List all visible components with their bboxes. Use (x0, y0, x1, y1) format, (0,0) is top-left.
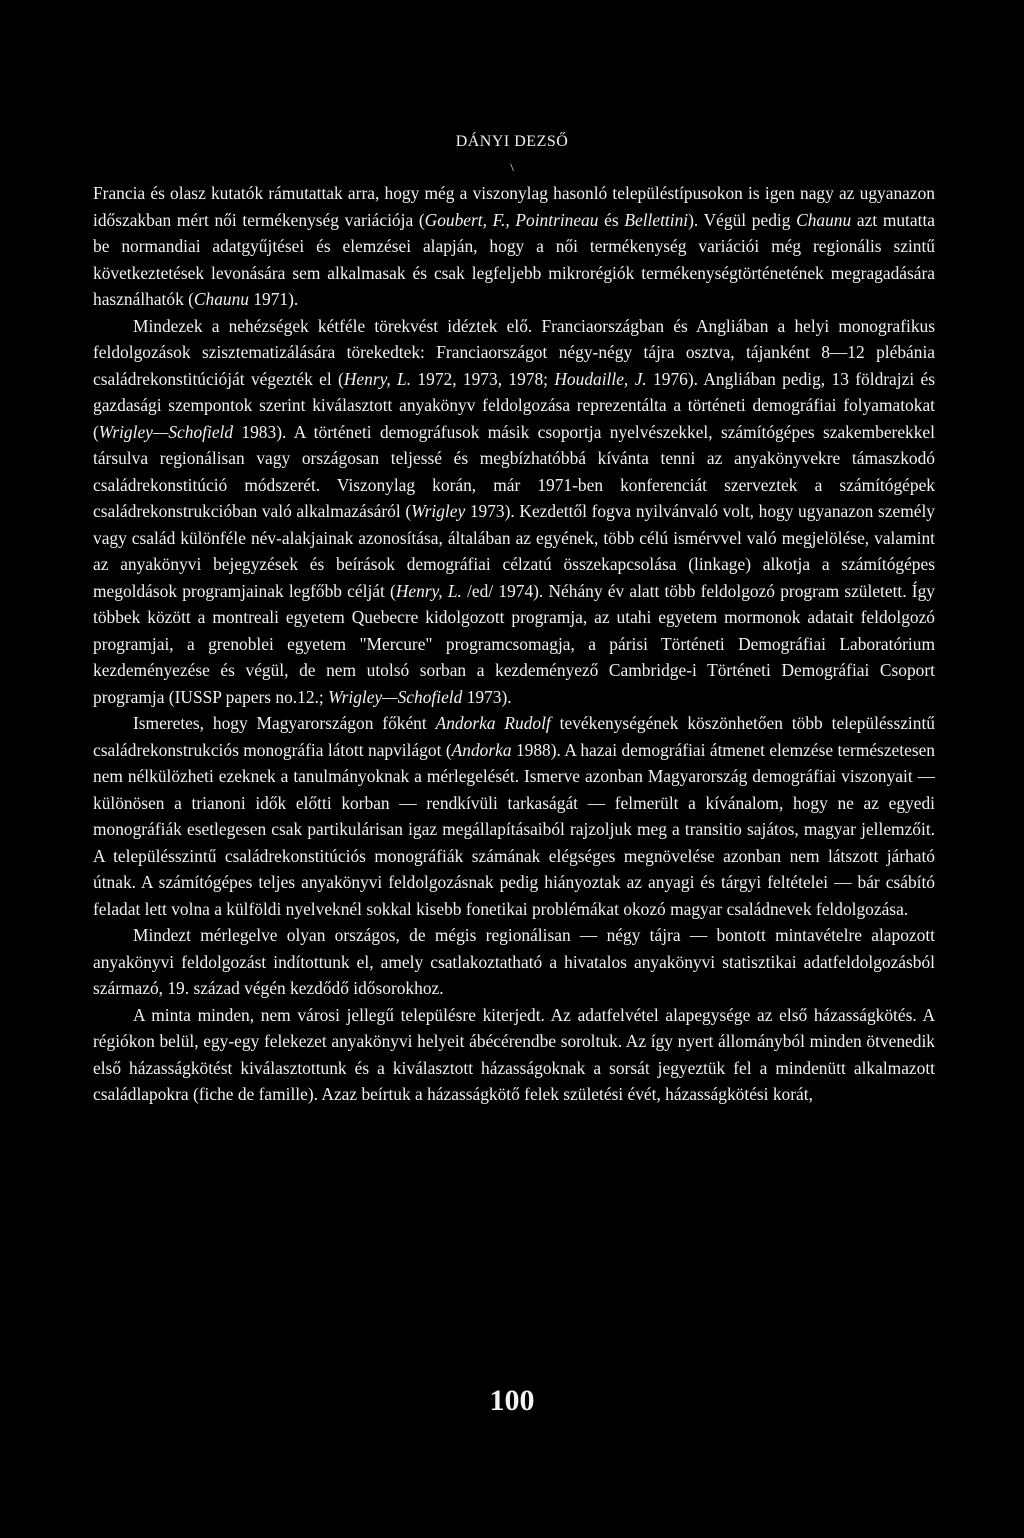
body-text (93, 180, 935, 1108)
paragraph-text: azt mutatta be normandiai adatgyűjtései és elemzései alapján, hogy a női termékenység variációi még regionális szintű következtetések levonására sem alkalmasak és csak legfeljebb mikrorégiók termékenységtörténetének megragadására használhatók ( (93, 209, 935, 309)
citation-text: Wrigley (411, 501, 466, 521)
citation-text: Henry, L. (343, 368, 412, 389)
citation-text: Andorka (451, 739, 512, 760)
citation-text: Henry, L. (395, 580, 462, 601)
paragraph-text: ). Végül pedig (688, 209, 797, 230)
paragraph-text: 1973). (462, 686, 512, 707)
paragraph-3 (93, 710, 935, 922)
paragraph-text: Mindezt mérlegelve olyan országos, de mégis regionálisan — négy tájra — bontott mintavételre alapozott anyakönyvi feldolgozást indítottunk el, amely csatlakoztatható a hivatalos anyakönyvi statisztikai adatfeldolgozásból származó, 19. század végén kezdődő idősorokhoz. (93, 925, 935, 998)
citation-text: Andorka Rudolf (435, 713, 551, 733)
paragraph-5 (93, 1002, 935, 1108)
citation-text: Goubert, F., Pointrineau (424, 209, 599, 230)
paragraph-text: és (598, 209, 625, 230)
citation-text: Chaunu (193, 289, 249, 309)
paragraph-text: 1971). (249, 289, 299, 309)
paragraph-text: 1976). Angliában pedig, 13 földrajzi és gazdasági szempontok szerint kiválasztott anyakönyv feldolgozása reprezentálta a történeti demográfiai folyamatokat ( (93, 368, 936, 442)
paragraph-text: /ed/ 1974). Néhány év alatt több feldolgozó program született. Így többek között a montreali egyetem Quebecre kidolgozott programja, az utahi egyetem mormonok adatait feldolgozó programjai, a grenoblei egyetem "Mercure" programcsomagja, a párisi Történeti Demográfiai Laboratórium kezdeményezése és végül, de nem utolsó sorban a kezdeményező Cambridge-i Történeti Demográfiai Csoport programja (IUSSP papers no.12.; (93, 580, 935, 707)
header-mark: \ (510, 160, 514, 174)
citation-text: Chaunu (796, 209, 852, 230)
paragraph-text: 1988). A hazai demográfiai átmenet elemzése természetesen nem nélkülözheti ezeknek a tanulmányoknak a mérlegelését. Ismerve azonban Magyarország demográfiai viszonyait — különösen a trianoni idők előtti korban — rendkívüli tarkaságát — felmerült a kívánalom, hogy ne az egyedi monográfiák esetlegesen csak partikulárisan igaz megállapításaiból rajzoljuk meg a transitio sajátos, magyar jellemzőit. A településszintű családrekonstitúciós monográfiák számának elégséges megnövelése azonban nem látszott járható útnak. A számítógépes teljes anyakönyvi feldolgozásnak pedig hiányoztak az anyagi és tárgyi feltételei — bár csábító feladat lett volna a külföldi nyelveknél sokkal kisebb fonetikai problémákat okozó magyar családnevek feldolgozása. (93, 739, 935, 919)
citation-text: Wrigley—Schofield (98, 421, 234, 442)
paragraph-text: 1983). A történeti demográfusok másik csoportja nyelvészekkel, számítógépes szakemberekkel társulva regionálisan vagy országosan teljessé és megbízhatóbbá kívánta tenni az anyakönyvekre támaszkodó családrekonstitúció módszerét. Viszonylag korán, már 1971-ben konferenciát szerveztek a számítógépek családrekonstrukcióban való alkalmazásáról ( (93, 421, 935, 521)
paragraph-text: tevékenységének köszönhetően több településszintű családrekonstrukciós monográfia látott napvilágot ( (93, 713, 935, 760)
paragraph-text: A minta minden, nem városi jellegű településre kiterjedt. Az adatfelvétel alapegysége az első házasságkötés. A régiókon belül, egy-egy felekezet anyakönyvi helyeit ábécérendbe soroltuk. Az így nyert állományból minden ötvenedik első házasságkötést kiválasztottunk és a kiválasztott házasságoknak a sorsát jegyeztük fel a mindenütt alkalmazott családlapokra (fiche de famille). Azaz beírtuk a házasságkötő felek születési évét, házasságkötési korát, (93, 1004, 935, 1104)
paragraph-text: Francia és olasz kutatók rámutattak arra, hogy még a viszonylag hasonló településtípusokon is igen nagy az ugyanazon időszakban mért női termékenység variációja ( (93, 183, 935, 230)
citation-text: Wrigley—Schofield (328, 686, 463, 707)
citation-text: Bellettini (624, 209, 689, 230)
paragraph-text: 1973). Kezdettől fogva nyilvánvaló volt, hogy ugyanazon személy vagy család különféle név-alakjainak azonosítása, általában az egyének, több célú ismérvvel való megjelölése, valamint az anyakönyvi bejegyzések és beírások demográfiai célzatú összekapcsolása (linkage) alkotja a számítógépes megoldások programjainak legfőbb célját ( (93, 501, 935, 601)
paragraph-2 (93, 313, 935, 711)
citation-text: Houdaille, J. (554, 368, 647, 389)
running-header: DÁNYI DEZSŐ (455, 133, 569, 150)
paragraph-1 (93, 180, 935, 313)
paragraph-text: 1972, 1973, 1978; (411, 368, 555, 389)
paragraph-text: Ismeretes, hogy Magyarországon főként (133, 713, 436, 733)
page-number: 100 (489, 1384, 535, 1417)
paragraph-text: Mindezek a nehézségek kétféle törekvést idéztek elő. Franciaországban és Angliában a helyi monografikus feldolgozások szisztematizálására törekedtek: Franciaországot négy-négy tájra osztva, tájanként 8—12 plébánia családrekonstitúcióját végezték el ( (93, 315, 935, 389)
paragraph-4 (93, 922, 935, 1002)
